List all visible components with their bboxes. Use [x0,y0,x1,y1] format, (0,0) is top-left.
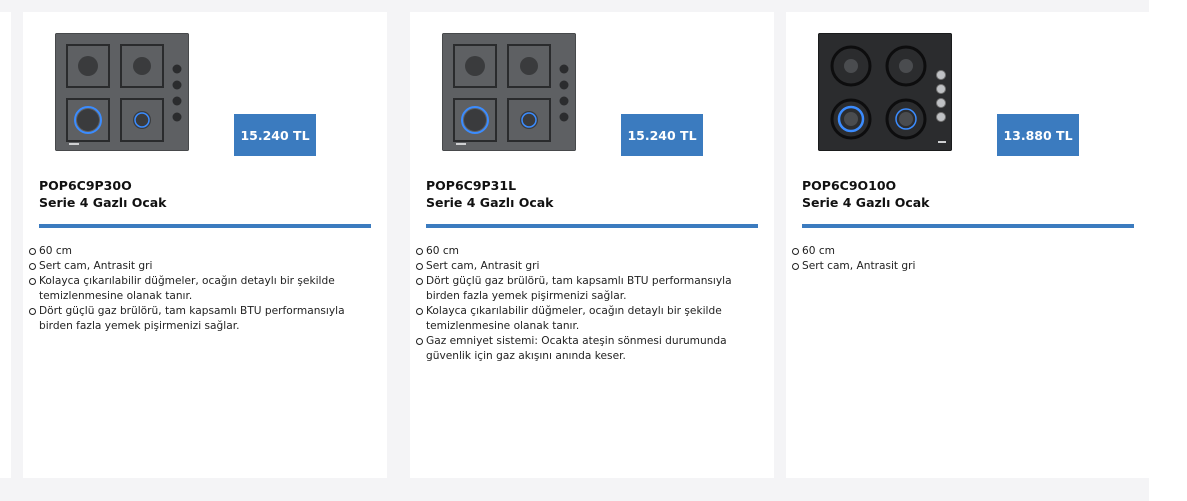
feature-item: Dört güçlü gaz brülörü, tam kapsamlı BTU performansıyla birden fazla yemek pişirmenizi sağlar. [39,304,369,334]
feature-list [802,244,1132,274]
feature-item: Sert cam, Antrasit gri [426,259,756,274]
feature-item: Sert cam, Antrasit gri [39,259,369,274]
feature-item: Gaz emniyet sistemi: Ocakta ateşin sönmesi durumunda güvenlik için gaz akışını anında keser. [426,334,756,364]
product-model[interactable]: POP6C9O10O [802,178,897,193]
product-series: Serie 4 Gazlı Ocak [802,195,930,210]
product-model[interactable]: POP6C9P31L [426,178,517,193]
product-image-hob-gray[interactable] [55,33,189,151]
feature-item: Kolayca çıkarılabilir düğmeler, ocağın detaylı bir şekilde temizlenmesine olanak tanır. [426,304,756,334]
divider [426,224,758,228]
gas-hob-black-image [818,33,952,151]
product-card-1[interactable] [23,12,387,478]
price-button[interactable]: 13.880 TL [997,114,1079,156]
feature-item: Kolayca çıkarılabilir düğmeler, ocağın detaylı bir şekilde temizlenmesine olanak tanır. [39,274,369,304]
feature-list [39,244,369,334]
price-button[interactable]: 15.240 TL [234,114,316,156]
divider [39,224,371,228]
product-series: Serie 4 Gazlı Ocak [39,195,167,210]
divider [802,224,1134,228]
feature-item: Sert cam, Antrasit gri [802,259,1132,274]
feature-item: 60 cm [39,244,369,259]
product-image-hob-gray[interactable] [442,33,576,151]
page-gutter [1149,0,1187,501]
feature-item: Dört güçlü gaz brülörü, tam kapsamlı BTU performansıyla birden fazla yemek pişirmenizi sağlar. [426,274,756,304]
price-button[interactable]: 15.240 TL [621,114,703,156]
feature-item: 60 cm [426,244,756,259]
gas-hob-gray-image [442,33,576,151]
product-series: Serie 4 Gazlı Ocak [426,195,554,210]
product-model[interactable]: POP6C9P30O [39,178,132,193]
gas-hob-gray-image [55,33,189,151]
product-card-2[interactable] [410,12,774,478]
product-image-hob-black[interactable] [818,33,952,151]
feature-list [426,244,756,364]
feature-item: 60 cm [802,244,1132,259]
product-card-partial [0,12,11,478]
product-card-3[interactable] [786,12,1149,478]
